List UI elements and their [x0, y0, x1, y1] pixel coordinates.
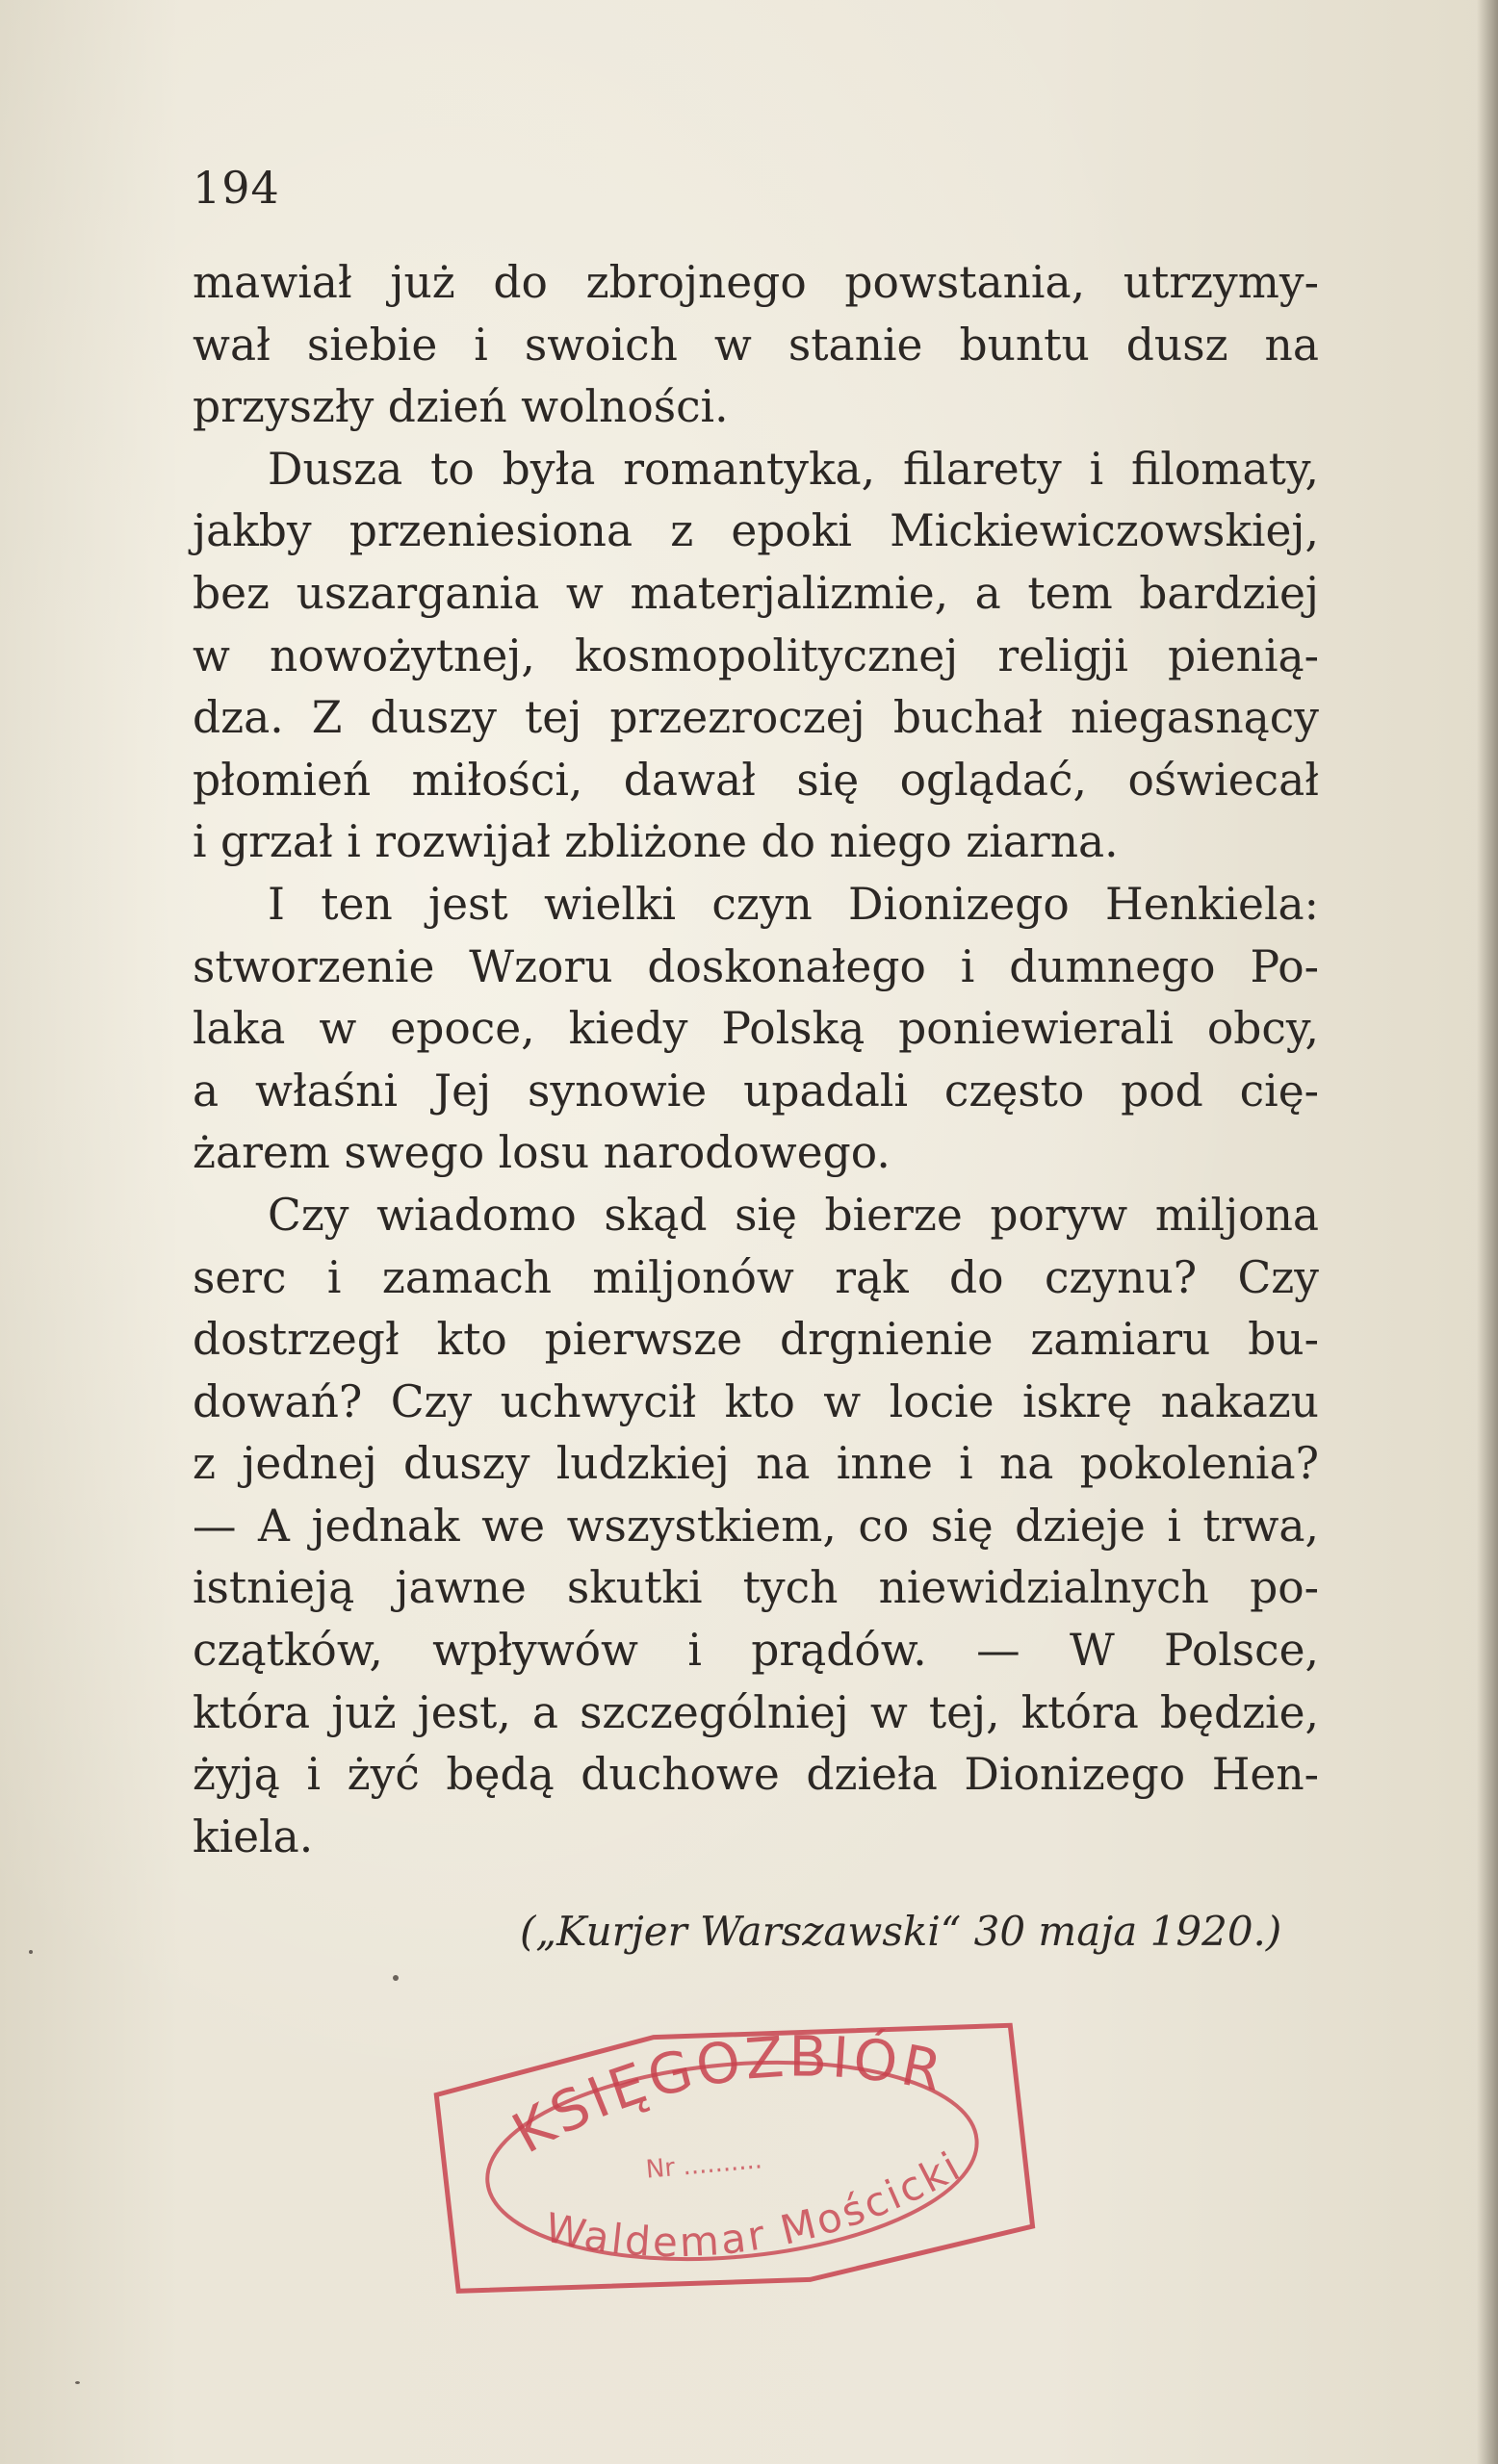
- text-line: istnieją jawne skutki tych niewidzialnych po-: [193, 1562, 1319, 1614]
- text-line: dowań? Czy uchwycił kto w locie iskrę nakazu: [193, 1375, 1319, 1427]
- text-line: serc i zamach miljonów rąk do czynu? Czy: [193, 1251, 1319, 1303]
- citation: („Kurjer Warszawski“ 30 maja 1920.): [520, 1908, 1282, 1955]
- page-edge-shadow: [1477, 0, 1498, 2464]
- page-number: 194: [193, 162, 280, 214]
- paper-speck: [393, 1975, 399, 1981]
- stamp-top-text: KSIĘGOZBIÓR: [502, 2023, 951, 2167]
- library-stamp: [412, 1986, 1051, 2327]
- text-line: Czy wiadomo skąd się bierze poryw miljona: [268, 1189, 1319, 1241]
- text-line: laka w epoce, kiedy Polską poniewierali obcy,: [193, 1003, 1319, 1055]
- body-text: [193, 252, 1319, 1868]
- text-line: dza. Z duszy tej przezroczej buchał niegasnący: [193, 692, 1319, 744]
- text-line: czątków, wpływów i prądów. — W Polsce,: [193, 1625, 1319, 1677]
- text-line: która już jest, a szczególniej w tej, która będzie,: [193, 1686, 1319, 1738]
- text-line: jakby przeniesiona z epoki Mickiewiczowskiej,: [193, 505, 1319, 557]
- text-line: a właśni Jej synowie upadali często pod cię-: [193, 1065, 1319, 1116]
- stamp-graphic: [412, 1986, 1051, 2327]
- text-line: I ten jest wielki czyn Dionizego Henkiela:: [268, 878, 1319, 930]
- text-line: w nowożytnej, kosmopolitycznej religji pienią-: [193, 629, 1319, 681]
- text-line: — A jednak we wszystkiem, co się dzieje i trwa,: [193, 1500, 1319, 1552]
- paper-speck: [29, 1950, 33, 1954]
- stamp-number-label: Nr ..........: [644, 2145, 763, 2185]
- text-line: i grzał i rozwijał zbliżone do niego ziarna.: [193, 816, 1119, 868]
- text-line: stworzenie Wzoru doskonałego i dumnego Po-: [193, 940, 1319, 992]
- text-line: żarem swego losu narodowego.: [193, 1127, 891, 1179]
- text-line: mawiał już do zbrojnego powstania, utrzymy-: [193, 257, 1319, 308]
- text-line: z jednej duszy ludzkiej na inne i na pokolenia?: [193, 1438, 1319, 1490]
- text-line: płomień miłości, dawał się oglądać, oświecał: [193, 754, 1319, 806]
- stamp-bottom-text: Waldemar Mościcki: [541, 2142, 970, 2267]
- paper-speck: [75, 2381, 80, 2384]
- text-line: Dusza to była romantyka, filarety i filomaty,: [268, 443, 1319, 495]
- svg-text:KSIĘGOZBIÓR: [497, 2009, 959, 2169]
- text-line: kiela.: [193, 1810, 314, 1862]
- text-line: bez uszargania w materjalizmie, a tem bardziej: [193, 567, 1319, 619]
- text-line: żyją i żyć będą duchowe dzieła Dionizego Hen-: [193, 1749, 1319, 1801]
- text-line: dostrzegł kto pierwsze drgnienie zamiaru bu-: [193, 1314, 1319, 1366]
- text-line: wał siebie i swoich w stanie buntu dusz na: [193, 319, 1319, 371]
- text-line: przyszły dzień wolności.: [193, 381, 729, 433]
